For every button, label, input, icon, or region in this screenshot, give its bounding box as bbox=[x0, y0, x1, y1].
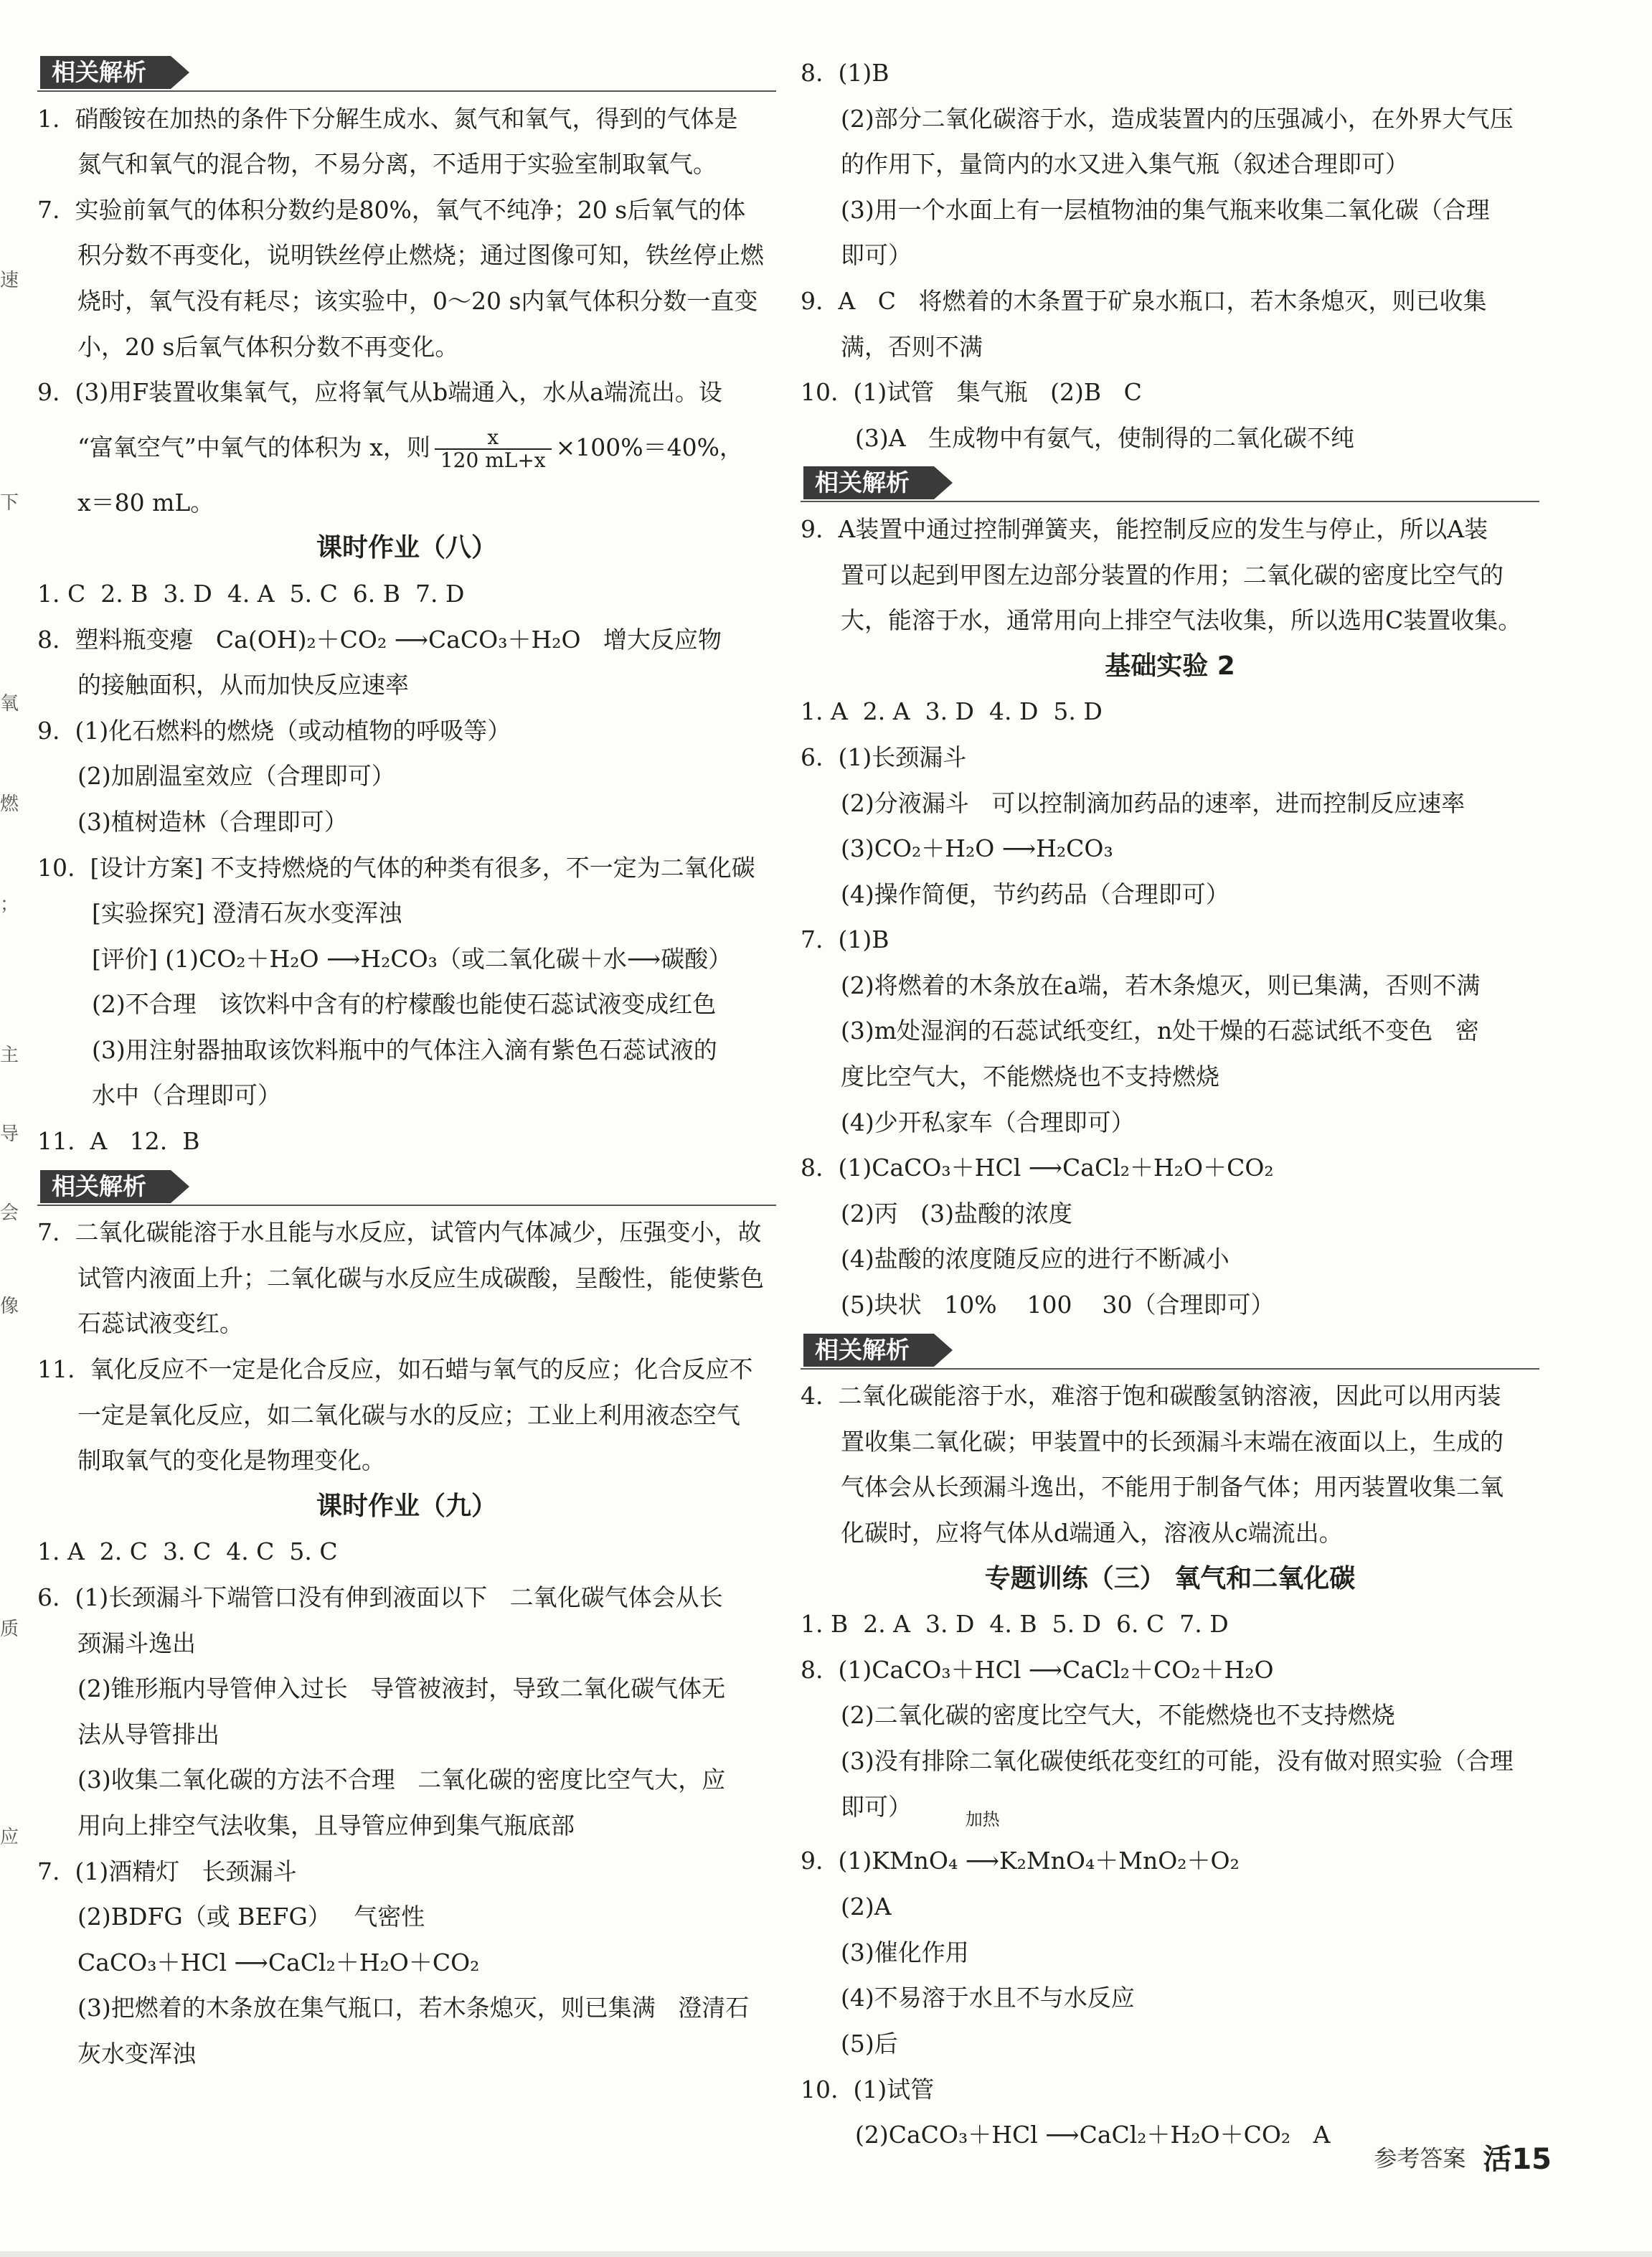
answer-line: (3)m处湿润的石蕊试纸变红，n处干燥的石蕊试纸不变色 密 bbox=[841, 1017, 1479, 1045]
analysis-tag-label: 相关解析 bbox=[803, 1334, 934, 1367]
answer-line: (5)块状 10% 100 30（合理即可） bbox=[841, 1291, 1275, 1319]
answer-line: 即可） bbox=[841, 1792, 912, 1821]
margin-char: 主 bbox=[0, 1045, 19, 1066]
answer-line: 烧时，氧气没有耗尽；该实验中，0～20 s内氧气体积分数一直变 bbox=[77, 286, 758, 315]
margin-char: 质 bbox=[0, 1618, 19, 1640]
analysis-tag-label: 相关解析 bbox=[40, 56, 171, 89]
answer-line: 1. C 2. B 3. D 4. A 5. C 6. B 7. D bbox=[37, 579, 465, 608]
page-number: 活15 bbox=[1483, 2143, 1552, 2176]
answer-line: (5)后 bbox=[841, 2029, 898, 2058]
answer-line: 7. 二氧化碳能溶于水且能与水反应，试管内气体减少，压强变小，故 bbox=[37, 1218, 762, 1247]
equation-line bbox=[801, 1809, 1539, 1884]
answer-line: 11. A 12. B bbox=[37, 1127, 200, 1156]
margin-char: 会 bbox=[0, 1202, 19, 1224]
answer-line: 8. (1)CaCO₃＋HCl ⟶CaCl₂＋H₂O＋CO₂ bbox=[801, 1154, 1274, 1182]
tag-underline bbox=[37, 90, 776, 92]
answer-line: 6. (1)长颈漏斗下端管口没有伸到液面以下 二氧化碳气体会从长 bbox=[37, 1583, 723, 1611]
answer-line: (4)不易溶于水且不与水反应 bbox=[841, 1984, 1135, 2012]
answer-line: (3)用注射器抽取该饮料瓶中的气体注入滴有紫色石蕊试液的 bbox=[92, 1035, 717, 1064]
margin-char: 应 bbox=[0, 1827, 19, 1848]
margin-char: 像 bbox=[0, 1296, 19, 1317]
answer-line: 制取氧气的变化是物理变化。 bbox=[77, 1446, 385, 1475]
answer-line: 9. A装置中通过控制弹簧夹，能控制反应的发生与停止，所以A装 bbox=[801, 514, 1488, 543]
section-heading: 课时作业（九） bbox=[316, 1491, 497, 1521]
answer-line: 气体会从长颈漏斗逸出，不能用于制备气体；用丙装置收集二氧 bbox=[841, 1473, 1504, 1502]
answer-line: (2)CaCO₃＋HCl ⟶CaCl₂＋H₂O＋CO₂ A bbox=[855, 2121, 1331, 2149]
answer-line: 4. 二氧化碳能溶于水，难溶于饱和碳酸氢钠溶液，因此可以用丙装 bbox=[801, 1382, 1501, 1410]
answer-line: 化碳时，应将气体从d端通入，溶液从c端流出。 bbox=[841, 1519, 1343, 1547]
answer-line: 10. (1)试管 bbox=[801, 2075, 935, 2103]
answer-line: 7. 实验前氧气的体积分数约是80%，氧气不纯净；20 s后氧气的体 bbox=[37, 195, 746, 224]
answer-line: 积分数不再变化，说明铁丝停止燃烧；通过图像可知，铁丝停止燃 bbox=[77, 241, 764, 270]
answer-line: 大，能溶于水，通常用向上排空气法收集，所以选用C装置收集。 bbox=[841, 606, 1522, 635]
answer-line: 即可） bbox=[841, 241, 912, 270]
section-heading: 基础实验 2 bbox=[1105, 651, 1235, 681]
section-heading: 专题训练（三） 氧气和二氧化碳 bbox=[984, 1563, 1356, 1593]
analysis-section-tag bbox=[37, 50, 776, 96]
answer-line: 度比空气大，不能燃烧也不支持燃烧 bbox=[841, 1062, 1219, 1091]
fraction bbox=[435, 427, 552, 471]
answer-line: 试管内液面上升；二氧化碳与水反应生成碳酸，呈酸性，能使紫色 bbox=[77, 1263, 764, 1292]
arrow-glyph: ⟶ bbox=[965, 1847, 999, 1875]
equation-product: K₂MnO₄＋MnO₂＋O₂ bbox=[999, 1847, 1240, 1875]
answer-line: 7. (1)B bbox=[801, 925, 889, 954]
reaction-arrow bbox=[965, 1809, 1000, 1893]
answer-line: (2)分液漏斗 可以控制滴加药品的速率，进而控制反应速率 bbox=[841, 788, 1465, 817]
footer-label: 参考答案 bbox=[1374, 2144, 1466, 2172]
right-column bbox=[801, 50, 1539, 2158]
answer-line: (3)没有排除二氧化碳使纸花变红的可能，没有做对照实验（合理 bbox=[841, 1746, 1514, 1775]
answer-line: [评价] (1)CO₂＋H₂O ⟶H₂CO₃（或二氧化碳＋水⟶碳酸） bbox=[92, 944, 732, 973]
answer-line: x＝80 mL。 bbox=[77, 488, 214, 517]
answer-line: 法从导管排出 bbox=[77, 1720, 220, 1748]
answer-line: (4)少开私家车（合理即可） bbox=[841, 1108, 1135, 1136]
equation-reactant: 9. (1)KMnO₄ bbox=[801, 1847, 966, 1875]
answer-line: (2)BDFG（或 BEFG） 气密性 bbox=[77, 1903, 425, 1931]
tag-underline bbox=[37, 1205, 776, 1206]
answer-line: (2)部分二氧化碳溶于水，造成装置内的压强减小，在外界大气压 bbox=[841, 104, 1514, 133]
answer-line: (4)盐酸的浓度随反应的进行不断减小 bbox=[841, 1245, 1229, 1273]
answer-line: (2)二氧化碳的密度比空气大，不能燃烧也不支持燃烧 bbox=[841, 1701, 1395, 1730]
answer-line: CaCO₃＋HCl ⟶CaCl₂＋H₂O＋CO₂ bbox=[77, 1948, 480, 1976]
answer-line: 9. (1)化石燃料的燃烧（或动植物的呼吸等） bbox=[37, 716, 511, 745]
answer-line: 石蕊试液变红。 bbox=[77, 1309, 243, 1338]
answer-line: 用向上排空气法收集，且导管应伸到集气瓶底部 bbox=[77, 1811, 575, 1839]
answer-line: 9. A C 将燃着的木条置于矿泉水瓶口，若木条熄灭，则已收集 bbox=[801, 286, 1487, 315]
left-column bbox=[37, 50, 776, 2077]
answer-line: 一定是氧化反应，如二氧化碳与水的反应；工业上利用液态空气 bbox=[77, 1400, 740, 1429]
answer-line: 氮气和氧气的混合物，不易分离，不适用于实验室制取氧气。 bbox=[77, 150, 717, 179]
answer-line: (4)操作简便，节约药品（合理即可） bbox=[841, 880, 1229, 908]
answer-line: (2)不合理 该饮料中含有的柠檬酸也能使石蕊试液变成红色 bbox=[92, 990, 717, 1019]
answer-line: (2)丙 (3)盐酸的浓度 bbox=[841, 1199, 1072, 1228]
answer-line: (2)A bbox=[841, 1893, 892, 1921]
answer-line: 7. (1)酒精灯 长颈漏斗 bbox=[37, 1857, 297, 1885]
fraction-line bbox=[37, 415, 776, 480]
margin-char: 氧 bbox=[0, 693, 19, 715]
margin-char: 速 bbox=[0, 270, 19, 291]
margin-char: ； bbox=[0, 894, 19, 915]
analysis-section-tag bbox=[37, 1164, 776, 1210]
answer-line: 满，否则不满 bbox=[841, 332, 983, 361]
answer-line: 8. 塑料瓶变瘪 Ca(OH)₂＋CO₂ ⟶CaCO₃＋H₂O 增大反应物 bbox=[37, 625, 722, 654]
margin-char: 下 bbox=[0, 492, 19, 514]
answer-line: (3)A 生成物中有氨气，使制得的二氧化碳不纯 bbox=[855, 423, 1355, 452]
page-footer bbox=[1374, 2136, 1552, 2177]
answer-line: 水中（合理即可） bbox=[92, 1081, 281, 1110]
answer-line: (3)用一个水面上有一层植物油的集气瓶来收集二氧化碳（合理 bbox=[841, 195, 1490, 224]
section-heading: 课时作业（八） bbox=[316, 533, 497, 563]
answer-line: (3)CO₂＋H₂O ⟶H₂CO₃ bbox=[841, 834, 1113, 863]
answer-line: [实验探究] 澄清石灰水变浑浊 bbox=[92, 899, 402, 928]
reaction-condition: 加热 bbox=[965, 1809, 1000, 1830]
answer-line: 置收集二氧化碳；甲装置中的长颈漏斗末端在液面以上，生成的 bbox=[841, 1427, 1504, 1456]
answer-line: 的作用下，量筒内的水又进入集气瓶（叙述合理即可） bbox=[841, 150, 1409, 179]
answer-line: 1. B 2. A 3. D 4. B 5. D 6. C 7. D bbox=[801, 1610, 1229, 1639]
answer-line: 8. (1)CaCO₃＋HCl ⟶CaCl₂＋CO₂＋H₂O bbox=[801, 1655, 1274, 1684]
answer-line: 10. [设计方案] 不支持燃烧的气体的种类有很多，不一定为二氧化碳 bbox=[37, 853, 755, 882]
answer-line: (3)把燃着的木条放在集气瓶口，若木条熄灭，则已集满 澄清石 bbox=[77, 1994, 750, 2022]
answer-line: (2)加剧温室效应（合理即可） bbox=[77, 762, 395, 791]
fraction-numerator: x bbox=[435, 427, 552, 450]
left-margin-residue bbox=[0, 0, 19, 2257]
analysis-tag-label: 相关解析 bbox=[803, 466, 934, 499]
margin-char: 导 bbox=[0, 1123, 19, 1145]
answer-line: 的接触面积，从而加快反应速率 bbox=[77, 671, 409, 699]
tag-underline bbox=[801, 1368, 1539, 1370]
answer-line: 11. 氧化反应不一定是化合反应，如石蜡与氧气的反应；化合反应不 bbox=[37, 1355, 753, 1384]
answer-line: 6. (1)长颈漏斗 bbox=[801, 743, 967, 771]
answer-line: 8. (1)B bbox=[801, 59, 889, 87]
answer-line: (2)将燃着的木条放在a端，若木条熄灭，则已集满，否则不满 bbox=[841, 971, 1481, 999]
answer-line: 1. A 2. C 3. C 4. C 5. C bbox=[37, 1537, 338, 1566]
analysis-tag-label: 相关解析 bbox=[40, 1170, 171, 1203]
tag-underline bbox=[801, 501, 1539, 502]
answer-line: 灰水变浑浊 bbox=[77, 2039, 196, 2068]
answer-line: (3)收集二氧化碳的方法不合理 二氧化碳的密度比空气大，应 bbox=[77, 1766, 726, 1794]
fraction-prefix: “富氧空气”中氧气的体积为 x，则 bbox=[77, 433, 430, 461]
answer-line: (3)植树造林（合理即可） bbox=[77, 807, 348, 836]
answer-line: 颈漏斗逸出 bbox=[77, 1629, 196, 1657]
answer-line: 1. 硝酸铵在加热的条件下分解生成水、氮气和氧气，得到的气体是 bbox=[37, 104, 738, 133]
analysis-section-tag bbox=[801, 461, 1539, 506]
answer-line: 10. (1)试管 集气瓶 (2)B C bbox=[801, 378, 1142, 407]
margin-char: 燃 bbox=[0, 793, 19, 815]
answer-line: 1. A 2. A 3. D 4. D 5. D bbox=[801, 697, 1103, 726]
bottom-edge bbox=[0, 2251, 1652, 2257]
answer-line: 置可以起到甲图左边部分装置的作用；二氧化碳的密度比空气的 bbox=[841, 560, 1504, 589]
answer-line: (3)催化作用 bbox=[841, 1938, 969, 1966]
answer-line: (2)锥形瓶内导管伸入过长 导管被液封，导致二氧化碳气体无 bbox=[77, 1674, 726, 1703]
answer-line: 9. (3)用F装置收集氧气，应将氧气从b端通入，水从a端流出。设 bbox=[37, 378, 722, 407]
fraction-suffix: ×100%＝40%， bbox=[555, 433, 743, 461]
fraction-denominator: 120 mL+x bbox=[440, 448, 546, 472]
answer-line: 小，20 s后氧气体积分数不再变化。 bbox=[77, 332, 459, 361]
analysis-section-tag bbox=[801, 1328, 1539, 1374]
